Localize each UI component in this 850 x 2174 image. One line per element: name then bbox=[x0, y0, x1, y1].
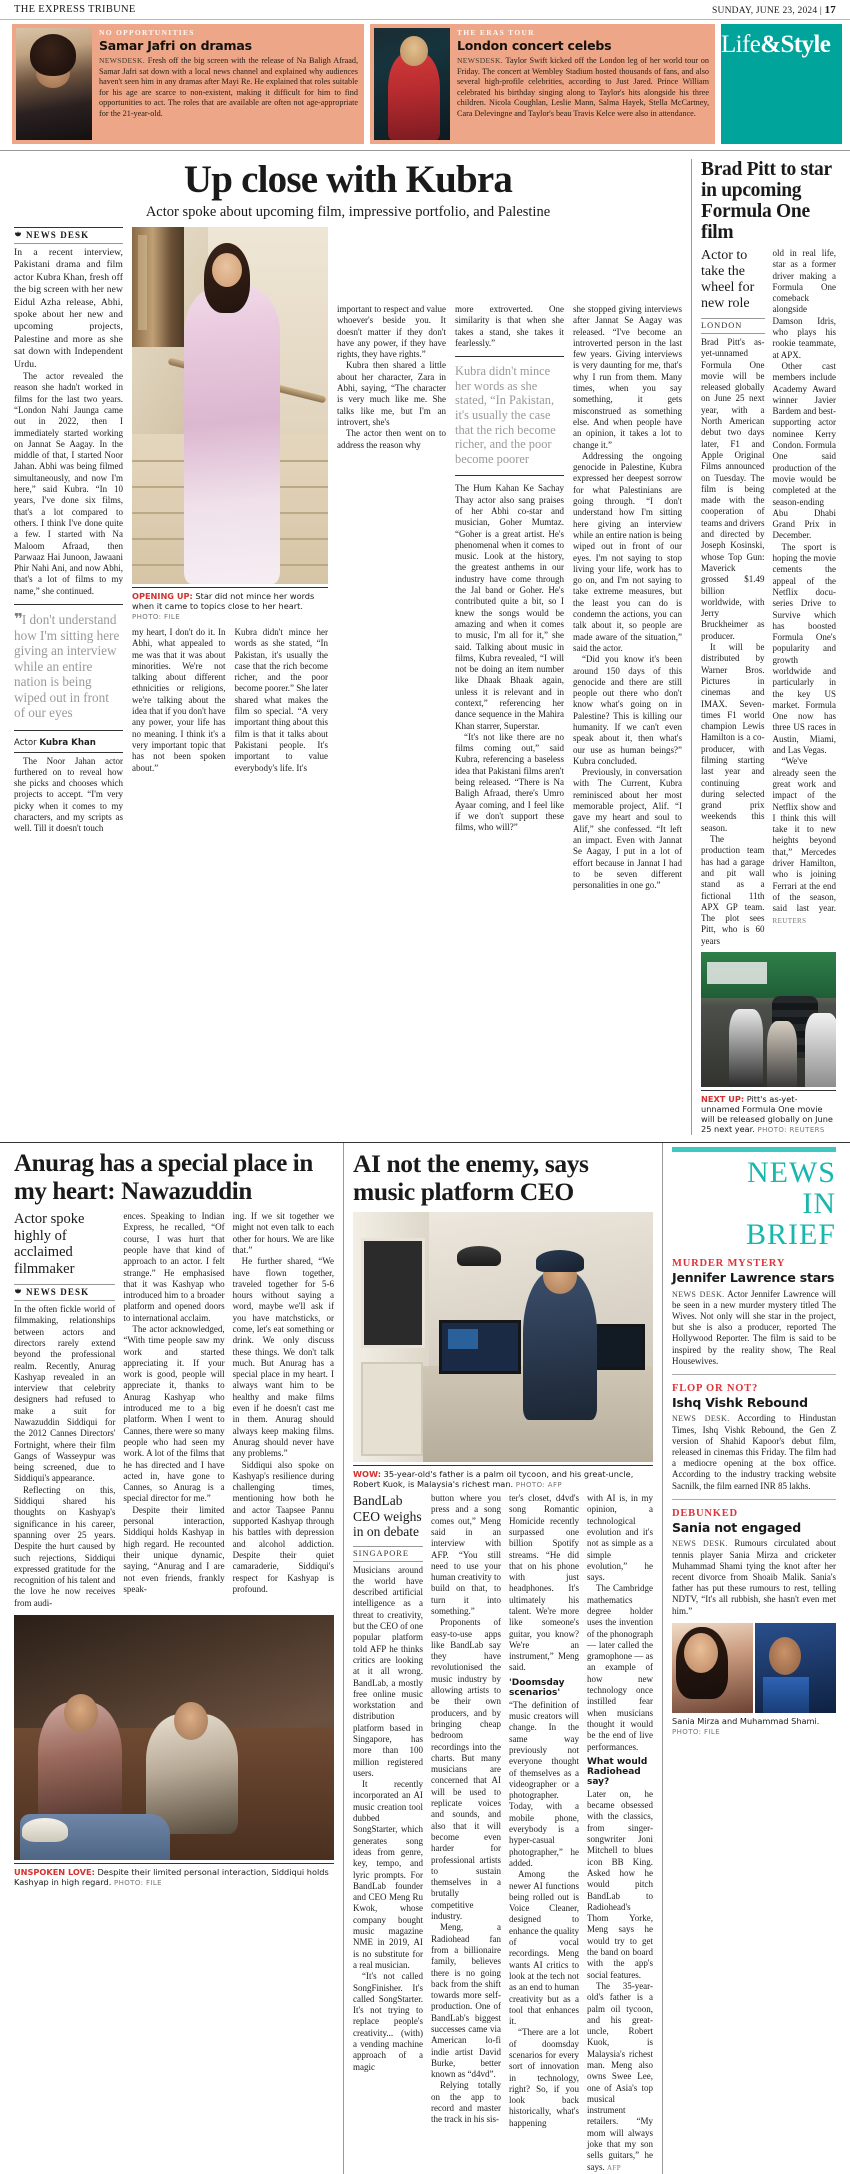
pitt-col1-p3: The production team has had a garage and pit wall stand as a fictional 11th APX GP team. The plot sees Pitt, who is 60 years bbox=[701, 834, 765, 946]
pitt-col2-p2: Other cast members include Academy Award winner Javier Bardem and best-supporting actor nominee Kerry Condon. Formula One said production of the movie would be completed at the season-ending Abu Dhabi Grand Prix in December. bbox=[772, 360, 837, 541]
promo-headline[interactable]: London concert celebs bbox=[457, 38, 612, 53]
anurag-col2-p1: ences. Speaking to Indian Express, he recalled, “Of course, I was hurt that people have that kind of approach to an actor. I felt strange.” He emphasised that it was Kashyap who introduced him to a broader platform and opened doors to international acclaim. bbox=[123, 1211, 225, 1323]
photo-credit: PHOTO: FILE bbox=[672, 1727, 721, 1736]
ai-col3-body bbox=[509, 1493, 579, 1674]
anurag-photo-caption bbox=[14, 1863, 334, 1888]
lead-col5-body-2 bbox=[455, 483, 564, 833]
nib-divider bbox=[672, 1374, 836, 1375]
lead-headline[interactable]: Up close with Kubra bbox=[183, 158, 513, 201]
ai-col4-p1: with AI is, in my opinion, a technological evolution and it's not as simple as a simple evolution,” he says. bbox=[587, 1493, 653, 1583]
nib-body-text: Actor Jennifer Lawrence will be seen in a new murder mystery titled The Wives. Not only will she star in the project, but she is also a producer, reported The Hollywood Reporter. The film is said to be inspired by the reality show, The Real Housewives. bbox=[672, 1288, 836, 1366]
anurag-col3-p1: ing. If we sit together we might not even talk to each other for hours. We are like that.” bbox=[232, 1211, 334, 1255]
kubra-khan-staircase-photo bbox=[132, 227, 328, 584]
caption-text: Pitt's as-yet-unnamed Formula One movie will be released globally on June 25 next year. bbox=[701, 1094, 833, 1135]
ai-col2-p2: Proponents of easy-to-use apps like BandLab say they have revolutionised the music industry by allowing artists to be their own producers, and by bringing cheap bedroom recordings into the charts. But many musicians are concerned that AI will be used to replicate voices and sounds, and also that it will become even harder for professional artists to sustain themselves in a brutally competitive industry. bbox=[431, 1617, 501, 1922]
pitt-column-2 bbox=[773, 248, 837, 947]
ai-col4-p2b: Later on, he became obsessed with the classics, from singer-songwriter Joni Mitchell to blues icon BB King. Asked how he would pitch BandLab to Radiohead's Thom Yorke, Meng says he would try to get the band on board with the app's social features. bbox=[587, 1788, 653, 1980]
lead-col1-body-2 bbox=[14, 753, 123, 835]
anurag-col1-p1: In the often fickle world of filmmaking, relationships between actors and directors rarely extend beyond the professional realm. Recently, Anurag Kashyap revealed in an interview that celebrity designers had refused to make a suit for Nawazuddin Siddiqui for the 2012 Cannes Directors' Fortnight, where their film Gangs of Wasseypur was being screened, due to Siddiqui's appearance. bbox=[14, 1304, 116, 1484]
lead-col5-p3: “It's not like there are no films coming out,” said Kubra, referencing a baseless idea that Pakistani films aren't being released. “There is Na Baligh Afraad, there's Umro Ayaar coming, and I feel like if we don't support these films, who will?” bbox=[455, 731, 564, 833]
ai-col3-p2: “The definition of music creators will change. In the same way previously not everyone thought of themselves as a videographer or a photographer. Today, with a mobile phone, everybody is a hyper-casual photographer,” he added. bbox=[509, 1699, 579, 1868]
anurag-column-3 bbox=[233, 1211, 334, 1609]
pitt-headline[interactable]: Brad Pitt to star in upcoming Formula One film bbox=[701, 159, 832, 243]
photo-credit: PHOTO: FILE bbox=[113, 1879, 163, 1888]
nib-headline[interactable]: Sania not engaged bbox=[672, 1519, 801, 1535]
lead-col1-body bbox=[14, 244, 123, 597]
anurag-col3-p3: Siddiqui also spoke on Kashyap's resilience during challenging times, mentioning how both he and actor Taapsee Pannu supported Kashyap through his battles with depression and alcohol addiction. Despite their quiet camaraderie, Siddiqui's respect for Kashyap is profound. bbox=[232, 1459, 334, 1594]
promo-byline: NEWSDESK. bbox=[457, 56, 503, 65]
anurag-col1-body bbox=[14, 1301, 115, 1609]
pitt-photo-caption bbox=[701, 1090, 836, 1135]
lead-photo-caption bbox=[132, 587, 328, 622]
pitt-column-1 bbox=[701, 248, 765, 947]
promo-byline: NEWSDESK. bbox=[99, 56, 145, 65]
nib-body-text: Rumours circulated about tennis player Sania Mirza and cricketer Muhammad Shami tying the knot after her recent divorce from Shoaib Malik. Sania's father has put these rumours to rest, telling NDTV, “It's all rubbish, she hasn't even met him.” bbox=[672, 1538, 836, 1616]
nib-item[interactable] bbox=[672, 1383, 836, 1492]
ai-col1-p2: It recently incorporated an AI music creation tool dubbed SongStarter, which generates song ideas from genre, key, tempo, and lyric prompts. For BandLab founder and CEO Meng Ru Kwok, whose company bought music magazine NME in 2019, AI is no substitute for a real musician. bbox=[353, 1779, 423, 1970]
lead-column-4 bbox=[337, 227, 446, 891]
promo-text bbox=[99, 56, 358, 120]
nib-body-text: According to Hindustan Times, Ishq Vishk Rebound, the Gen Z version of Shahid Kapoor's debut film, released in cinemas this Friday. The film had a mediocre opening at the box office. According to the industry tracking website Sacnilk, the film earned INR 85 lakhs. bbox=[672, 1413, 836, 1491]
ai-col3-p4: “There are a lot of doomsday scenarios for every sort of innovation in technology, right? So, if you look back historically, what's happening bbox=[509, 2027, 579, 2128]
anurag-headline[interactable]: Anurag has a special place in my heart: Nawazuddin bbox=[14, 1150, 313, 1205]
pitt-wire-credit: REUTERS bbox=[772, 916, 807, 925]
nib-photo-caption bbox=[672, 1716, 836, 1737]
ai-wire-credit: AFP bbox=[607, 2163, 622, 2172]
lead-col1-p1: In a recent interview, Pakistani drama and film actor Kubra Khan, fresh off the big screen with her new Eidul Azha release, Abhi, spoke about her new and upcoming projects, Palestine and more as she sat down with Independent Urdu. bbox=[14, 247, 123, 370]
lead-col4-p2: Kubra then shared a little about her character, Zara in Abhi, saying, “The character is very much like me. She talks like me, but I'm an introvert, she's bbox=[337, 360, 446, 427]
ai-col3-p3: Among the newer AI functions being rolled out is Voice Cleaner, designed to enhance the quality of vocal recordings. Meng wants AI critics to look at the tech not as an end to human creativity but as a tool that enhances it. bbox=[509, 1869, 579, 2027]
quote-mark-icon: ❞ bbox=[14, 610, 22, 628]
pitt-standfirst: Actor to take the wheel for new role bbox=[701, 248, 755, 311]
brand-ampersand: & bbox=[760, 31, 781, 58]
ai-col3-body-2 bbox=[509, 1700, 579, 2129]
caption-kicker: WOW: bbox=[353, 1469, 382, 1480]
nib-headline[interactable]: Ishq Vishk Rebound bbox=[672, 1394, 808, 1410]
promo-body-text: Fresh off the big screen with the release of Na Baligh Afraad, Samar Jafri sat down with a local news channel and explained why audiences haven't seen him in any dramas after Mayi Re. He explained that roles suitable for his age are scarce to non-existent, making it difficult for him to find opportunities to act. The roles that are available are often not age-appropriate for the 21-year-old. bbox=[99, 56, 358, 118]
lead-col4-body bbox=[337, 227, 446, 451]
ai-col1-p1: Musicians around the world have described artificial intelligence as a threat to creativity, but the CEO of one popular platform told AFP he thinks critics are looking at it all wrong. BandLab, a mostly free online music workstation and distribution platform based in Singapore, has more than 100 million registered users. bbox=[353, 1564, 423, 1778]
ai-col4-body bbox=[587, 1493, 653, 1753]
lead-col2-body bbox=[132, 627, 226, 774]
anurag-article bbox=[14, 1143, 334, 2174]
anurag-col3-body bbox=[233, 1211, 334, 1595]
pitt-col2-p4-text: “We've already seen the great work and impact of the Netflix show and I think this will take it to new heights beyond that,” Mercedes driver Hamilton, who is joining Ferrari at the end of the season, said last year. bbox=[772, 756, 836, 914]
newsdesk-label: NEWS DESK bbox=[26, 1287, 90, 1298]
lead-column-5 bbox=[455, 227, 564, 891]
ai-col1-p3: “It's not called SongFinisher. It's called SongStarter. It's not trying to replace people's creativity... (with) a vending machine approach of a magic bbox=[353, 1971, 423, 2072]
lower-deck bbox=[0, 1142, 850, 2174]
ai-column-2 bbox=[431, 1493, 501, 2174]
pullquote-rich-poor bbox=[455, 356, 564, 476]
ai-subheading-radiohead: What would Radiohead say? bbox=[587, 1756, 648, 1787]
nib-title-line-1: NEWS bbox=[747, 1156, 836, 1190]
anurag-column-1 bbox=[14, 1211, 115, 1609]
lead-col5-p1: more extroverted. One similarity is that when she takes a stand, she takes it fearlessly.” bbox=[455, 304, 564, 348]
top-promo-strip bbox=[0, 20, 850, 151]
pitt-col2-p4 bbox=[773, 756, 837, 926]
paper-name: THE EXPRESS TRIBUNE bbox=[14, 4, 136, 15]
lead-col6-body bbox=[573, 227, 682, 891]
nib-kicker: FLOP OR NOT? bbox=[672, 1382, 759, 1394]
ai-col2-p1: button where you press and a song comes out,” Meng said in an interview with AFP. “You still need to use your human creativity to build on that, to turn it into something.” bbox=[431, 1493, 501, 1616]
nib-divider bbox=[672, 1499, 836, 1500]
lead-col4-p3: The actor then went on to address the reason why bbox=[337, 428, 446, 450]
pitt-col2-p3: The sport is hoping the movie cements the appeal of the Netflix docu-series Drive to Survive which has boosted Formula One's popularity and growth worldwide and particularly in the key US market. Formula One now has three US races in Austin, Miami, and Las Vegas. bbox=[772, 541, 836, 756]
brand-word-1: Life bbox=[721, 31, 761, 58]
ai-col4-body-2 bbox=[587, 1789, 653, 2174]
lead-photo-block bbox=[132, 227, 328, 891]
attrib-role: Actor bbox=[14, 737, 40, 748]
lead-col5-body bbox=[455, 227, 564, 349]
pitt-col2-p1: old in real life, star as a former driver making a Formula One comeback alongside Damson Idris, who plays his rookie teammate, at APX. bbox=[772, 248, 836, 360]
anurag-column-2 bbox=[123, 1211, 224, 1609]
brand-wordmark bbox=[721, 31, 830, 59]
promo-card-samar-jafri[interactable] bbox=[12, 24, 364, 144]
lead-main-block bbox=[14, 159, 682, 1135]
news-in-brief-panel bbox=[662, 1143, 836, 2174]
nib-title-line-3: BRIEF bbox=[745, 1218, 836, 1252]
sania-mirza-shami-photo bbox=[672, 1623, 836, 1713]
attrib-name: Kubra Khan bbox=[39, 737, 96, 748]
lead-column-6 bbox=[573, 227, 682, 891]
caption-kicker: NEXT UP: bbox=[701, 1094, 745, 1105]
pullquote-text: I don't understand how I'm sitting here giving an interview while an entire nation is being wiped out in front of our eyes bbox=[14, 612, 120, 720]
anurag-col1-p2: Reflecting on this, Siddiqui shared his thoughts on Kashyap's significance in his career, spanning over 25 years. Despite the hurt caused by such rejections, Siddiqui expressed gratitude for the recognition of his talent and the love he now receives from audi- bbox=[14, 1484, 116, 1608]
brad-pitt-article bbox=[691, 159, 836, 1135]
nib-title bbox=[672, 1157, 836, 1250]
formula-one-pit-crew-photo bbox=[701, 952, 836, 1087]
ai-column-3 bbox=[509, 1493, 579, 2174]
lead-col1-p2: The actor revealed the reason she hadn't worked in films for the last two years. “London Nahi Jaunga came out in 2022, then I immediately started working on Jannat Se Aagay. In the middle of that, I started Noor Jahan. Abhi was being filmed simultaneously, and now I'm here,” said Kubra. “In 10 years, I've done six films, that's a lot compared to others. I think I've done quite a few. I started with Na Maloom Afraad, then Parwaaz Hai Junoon, Jawaani Phir Nahi Ani, and now Abhi, that's a lot of films to my name,” she continued. bbox=[14, 371, 123, 596]
pullquote-attribution bbox=[14, 738, 123, 752]
pitt-col1-p2: It will be distributed by Warner Bros. Pictures in cinemas and IMAX. Seven-times F1 world champion Lewis Hamilton is a co-producer, with filming starting last year and continuing during selected grand prix weekends this season. bbox=[701, 642, 765, 833]
section-brand-life-and-style bbox=[721, 24, 842, 144]
pitt-col1-body bbox=[701, 334, 765, 947]
photo-credit: PHOTO: REUTERS bbox=[757, 1126, 825, 1135]
pullquote-palestine bbox=[14, 604, 123, 731]
lead-col5-p2: The Hum Kahan Ke Sachay Thay actor also sang praises of her Abhi co-star and musician, Goher Mumtaz. “Goher is a great artist. He's phenomenal when it comes to music. Look at the history, the greatest anthems in our industry have come through the Jal band or Goher. He's contributed quite a bit, so I knew the songs would be amazing and when it comes to music, I'm all for it,” she said. Talking about music in films, Kubra revealed, “I will not be doing an item number like Dhaak Bhaak again, unless it is relevant and in context,” referencing her dance sequence in the Mahira Khan starrer, Superstar. bbox=[455, 483, 564, 731]
issue-date: SUNDAY, JUNE 23, 2024 bbox=[712, 5, 818, 16]
siddiqui-kashyap-sofa-photo bbox=[14, 1615, 334, 1860]
ai-standfirst: BandLab CEO weighs in on debate bbox=[353, 1493, 422, 1540]
nib-kicker: DEBUNKED bbox=[672, 1507, 738, 1519]
newsdesk-icon bbox=[14, 231, 22, 239]
anurag-standfirst: Actor spoke highly of acclaimed filmmaker bbox=[14, 1211, 85, 1277]
ai-col1-body bbox=[353, 1562, 423, 2073]
lead-col4-p1: important to respect and value whoever's beside you. It doesn't matter if they don't have any power, if they have rights, they have rights.” bbox=[337, 304, 446, 360]
nib-kicker: MURDER MYSTERY bbox=[672, 1258, 786, 1270]
nib-item[interactable] bbox=[672, 1508, 836, 1617]
ai-subheading-doomsday: 'Doomsday scenarios' bbox=[509, 1677, 565, 1698]
pullquote2-text: Kubra didn't mince her words as she stated, “In Pakistan, it's usually the case that the rich become richer, and the poor become poorer bbox=[455, 364, 556, 466]
lead-col3-body bbox=[235, 627, 329, 774]
taylor-swift-red-dress-image bbox=[374, 28, 450, 140]
anurag-col3-p2: He further shared, “We have flown together, traveled together for 5-6 hours without saying a word, maybe we'll ask if you have matchsticks, or come, let's eat something or drink. We only discuss these things. We don't talk much. But Anurag has a special place in my heart. I always want him to be healthy and make films even if he doesn't cast me in them. Anurag should always keep making films. Anurag should never have any problems.” bbox=[232, 1256, 334, 1459]
ai-col3-p1: ter's closet, d4vd's song Romantic Homicide recently surpassed one billion Spotify streams. “He did that on his phone with just headphones. It's ultimately his talent. We're more like someone's guitar, you know? We're an instrument,” Meng said. bbox=[509, 1493, 579, 1673]
caption-text: Star did not mince her words when it came to topics close to her heart. bbox=[132, 591, 315, 611]
ai-column-4 bbox=[587, 1493, 653, 2174]
lead-col2-p1: my heart, I don't do it. In Abhi, what appealed to me was that it was about minorities. We're not talking about different ethnicities or religions, we're talking about the idea that if you don't have any power, your life has no meaning. I think it's a very important topic that has not been spoken about.” bbox=[132, 627, 226, 773]
ai-col4-p2: The Cambridge mathematics degree holder uses the invention of the phonograph — later called the gramophone — as an example of how new technology once instilled fear when musicians thought it would be the end of live performances. bbox=[587, 1583, 653, 1752]
page-number: 17 bbox=[824, 3, 836, 16]
promo-headline[interactable]: Samar Jafri on dramas bbox=[99, 38, 252, 53]
sania-mirza-portrait bbox=[672, 1623, 753, 1713]
lead-column-1 bbox=[14, 227, 123, 891]
newsdesk-label: NEWS DESK bbox=[26, 230, 90, 240]
newsdesk-label-row bbox=[14, 1285, 115, 1300]
caption-kicker: OPENING UP: bbox=[132, 591, 193, 601]
ai-column-1 bbox=[353, 1493, 423, 2174]
lead-col6-p1: she stopped giving interviews after Jannat Se Aagay was released. “I've become an introverted person in the last few years. Giving interviews is very daunting for me, that's why I run from them. Many times, when you say something, it gets misconstrued as something else. And when people have an opinion, it takes a lot to change it.” bbox=[573, 304, 682, 450]
lead-col3-p1: Kubra didn't mince her words as she stated, “In Pakistan, it's usually the case that the rich become richer, and the poor become poorer.” She later shared what makes the film so special. “A very important thing about this film is that it talks about Pakistani people. It's important to value everybody's life. It's bbox=[234, 627, 328, 773]
ai-music-article bbox=[343, 1143, 653, 2174]
ai-dateline: SINGAPORE bbox=[353, 1548, 409, 1558]
lead-col6-p4: Previously, in conversation with The Current, Kubra reminisced about her most memorable project, Alif. “I gave my heart and soul to Alif,” she confessed. “It left an impact. Even with Jannat Se Aagay, I put in a lot of effort because in Jannat I had to be seven different personalities in one go.” bbox=[573, 767, 682, 891]
lead-subhead: Actor spoke about upcoming film, impressive portfolio, and Palestine bbox=[145, 204, 551, 220]
nib-accent-bar bbox=[672, 1147, 836, 1152]
masthead-date-page bbox=[712, 4, 836, 16]
lead-col1-p3: The Noor Jahan actor furthered on to reveal how she picks and chooses which projects to accept. “I'm very picky when it comes to my characters, and my scripts as well. Till it doesn't touch bbox=[14, 755, 123, 834]
caption-kicker: UNSPOKEN LOVE: bbox=[14, 1867, 95, 1878]
masthead-separator: | bbox=[819, 5, 823, 16]
newsdesk-label-row bbox=[14, 228, 123, 243]
bandlab-ceo-home-studio-photo bbox=[353, 1212, 653, 1462]
nib-text bbox=[672, 1289, 836, 1367]
promo-body-text: Taylor Swift kicked off the London leg of her world tour on Friday. The concert at Wembley Stadium hosted thousands of fans, and also several high-profile celebrities, according to Just Jared. Prince William celebrated his birthday singing along to Taylor's hits alongside his three children. Nicola Coughlan, Leslie Mann, Salma Hayek, Stella McCartney, Cara Delevingne and Taylor's beau Travis Kelce were also in attendance. bbox=[457, 56, 709, 118]
nib-title-line-2: IN bbox=[802, 1187, 836, 1221]
nib-text bbox=[672, 1538, 836, 1616]
nib-text bbox=[672, 1413, 836, 1491]
shami-portrait bbox=[755, 1623, 836, 1713]
photo-credit: PHOTO: FILE bbox=[132, 613, 181, 621]
photo-credit: PHOTO: AFP bbox=[515, 1481, 563, 1490]
promo-kicker: THE ERAS TOUR bbox=[457, 28, 535, 37]
anurag-col2-p2: The actor acknowledged, “With time people saw my work and started appreciating it. If your work is good, people will appreciate it, thanks to Anurag Kashyap who introduced me to a big platform. When I went to Cannes, there were so many people who had seen my work. A lot of the films that he has directed and I have acted in, have gone to Cannes, so Anurag is a special director for me.” bbox=[123, 1324, 225, 1504]
nib-byline: NEWS DESK. bbox=[672, 1289, 725, 1299]
nib-byline: NEWS DESK. bbox=[672, 1414, 730, 1424]
lead-story bbox=[0, 151, 850, 1135]
brand-word-2: Style bbox=[780, 31, 831, 58]
pitt-col2-body bbox=[773, 248, 837, 927]
caption-text: Despite their limited personal interaction, Siddiqui holds Kashyap in high regard. bbox=[14, 1867, 329, 1888]
newsdesk-icon bbox=[14, 1288, 22, 1296]
ai-photo-caption bbox=[353, 1465, 653, 1490]
pitt-col1-p1: Brad Pitt's as-yet-unnamed Formula One movie will be released globally on June 25 next year, with a North American debut two days later, F1 and Apple Original Films announced on Tuesday. The film is being made with the cooperation of teams and drivers and directed by Joseph Kosinski, whose Top Gun: Maverick grossed $1.49 billion worldwide, with Jerry Bruckheimer as producer. bbox=[701, 337, 765, 641]
lead-col6-p3: “Did you know it's been around 150 days of this genocide and there are still people out there who don't know what's going on in Palestine? This is killing our humanity. If we can't even speak about it, then what's our use as human beings?” Kubra concluded. bbox=[573, 654, 682, 766]
ai-col4-p3-text: The 35-year-old's father is a palm oil tycoon, and his great-uncle, Robert Kuok, is Malaysia's richest man. Meng also owns Swee Lee, one of Asia's top musical instrument retailers. “My mom will always joke that my son sells guitars,” he says. bbox=[587, 1980, 653, 2172]
nib-headline[interactable]: Jennifer Lawrence stars bbox=[672, 1270, 835, 1286]
promo-text bbox=[457, 56, 709, 120]
nib-byline: NEWS DESK. bbox=[672, 1539, 728, 1549]
lead-col6-p2: Addressing the ongoing genocide in Palestine, Kubra expressed her deepest sorrow for what Palestinians are going through. “I don't understand how I'm sitting here giving an interview while an entire nation is being wiped out in front of our eyes. I'm not saying to stop living your life, work has to go on, and I'm not saying to take extreme measures, but the least you can do is condemn the actions, you can talk about it, so people are made aware of the situation,” said the actor. bbox=[573, 450, 682, 653]
samar-jafri-portrait-image bbox=[16, 28, 92, 140]
caption-text: 35-year-old's father is a palm oil tycoon, and his great-uncle, Robert Kuok, is Malaysia's richest man. bbox=[353, 1469, 634, 1490]
nib-item[interactable] bbox=[672, 1258, 836, 1367]
caption-text: Sania Mirza and Muhammad Shami. bbox=[672, 1715, 820, 1726]
ai-col4-p3 bbox=[587, 1981, 653, 2174]
ai-headline[interactable]: AI not the enemy, says music platform CEO bbox=[353, 1149, 589, 1207]
promo-card-eras-tour[interactable] bbox=[370, 24, 715, 144]
anurag-col2-p3: Despite their limited personal interaction, Siddiqui holds Kashyap in high regard. He recounted their unique dynamic, saying, “Anurag and I are not even friends, frankly speak- bbox=[123, 1504, 225, 1594]
ai-col2-body bbox=[431, 1493, 501, 2126]
anurag-col2-body bbox=[123, 1211, 224, 1595]
pitt-dateline: LONDON bbox=[701, 321, 743, 330]
masthead bbox=[0, 0, 850, 20]
promo-kicker: NO OPPORTUNITIES bbox=[99, 28, 195, 37]
ai-col2-p4: Relying totally on the app to record and master the track in his sis- bbox=[431, 2080, 501, 2125]
ai-col2-p3: Meng, a Radiohead fan from a billionaire family, believes there is no going back from the shift towards more self-production. One of BandLab's biggest successes came via American lo-fi indie artist David Burke, better known as “d4vd”. bbox=[431, 1922, 501, 2080]
